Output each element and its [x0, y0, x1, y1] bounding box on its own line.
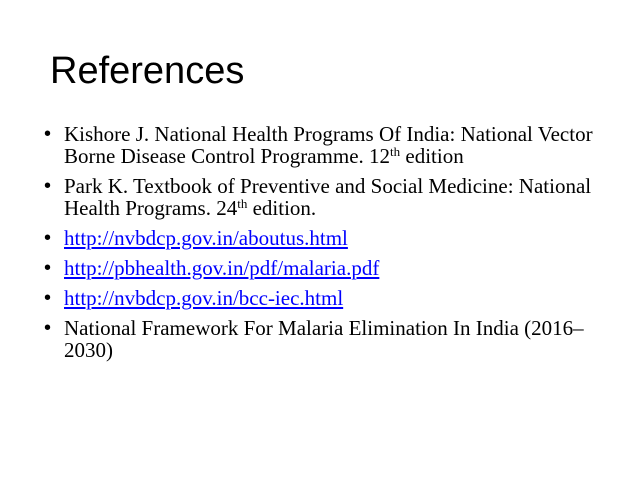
reference-text: Park K. Textbook of Preventive and Social Medicine: National Health Programs. 24 — [64, 174, 592, 220]
reference-text: National Framework For Malaria Elimination In India (2016–2030) — [64, 316, 584, 362]
ordinal-suffix: th — [390, 144, 401, 159]
bullet-icon: • — [44, 317, 52, 339]
reference-item-nvbdcp-bcc-iec — [44, 287, 624, 309]
reference-item-pbhealth-malaria — [44, 257, 624, 279]
reference-item-kishore — [44, 123, 624, 167]
reference-text-end: edition — [400, 144, 464, 168]
reference-text: Kishore J. National Health Programs Of India: National Vector Borne Disease Control Programme. 12 — [64, 122, 593, 168]
bullet-icon: • — [44, 227, 52, 249]
slide-title: References — [50, 50, 245, 92]
bullet-icon: • — [44, 287, 52, 309]
reference-link-nvbdcp-aboutus[interactable]: http://nvbdcp.gov.in/aboutus.html — [64, 226, 348, 250]
reference-link-nvbdcp-bcc-iec[interactable]: http://nvbdcp.gov.in/bcc-iec.html — [64, 286, 344, 310]
bullet-icon: • — [44, 257, 52, 279]
bullet-icon: • — [44, 175, 52, 197]
reference-text-end: edition. — [247, 196, 317, 220]
reference-item-malaria-framework — [44, 317, 624, 361]
reference-item-park — [44, 175, 624, 219]
ordinal-suffix: th — [237, 196, 248, 211]
reference-list — [44, 123, 624, 369]
reference-item-nvbdcp-aboutus — [44, 227, 624, 249]
bullet-icon: • — [44, 123, 52, 145]
reference-link-pbhealth-malaria[interactable]: http://pbhealth.gov.in/pdf/malaria.pdf — [64, 256, 380, 280]
